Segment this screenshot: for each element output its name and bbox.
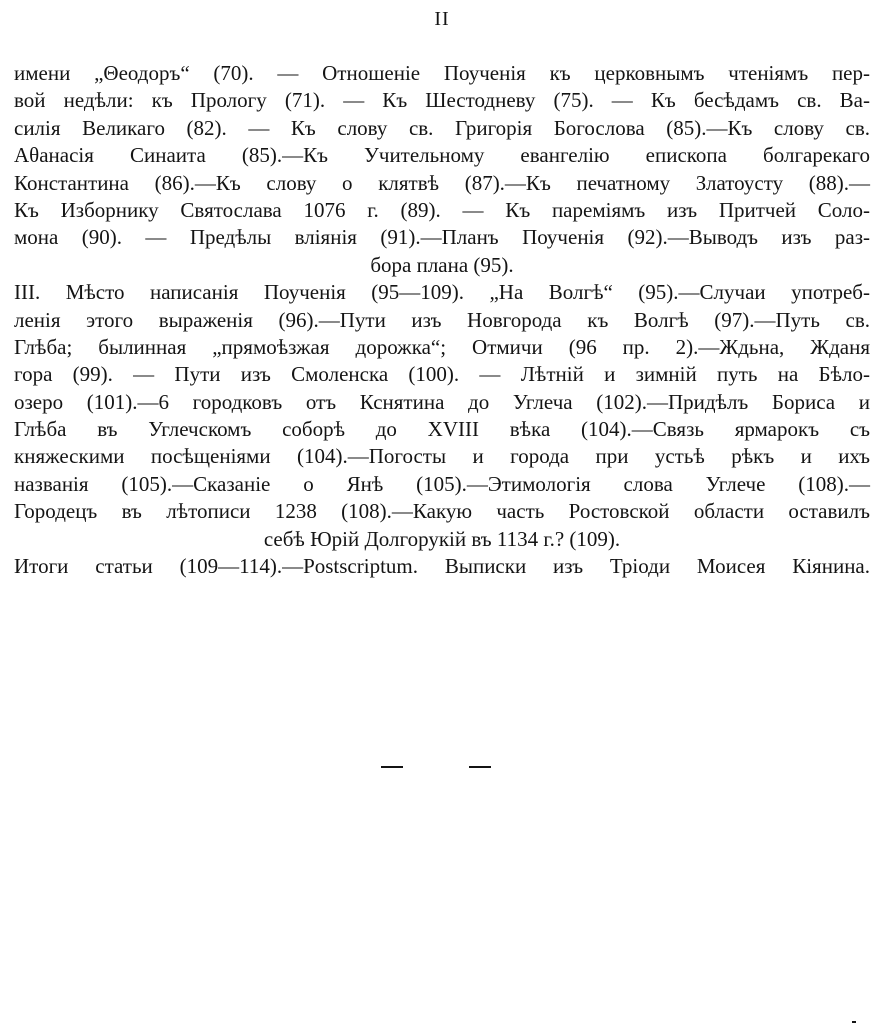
print-mark (852, 1021, 856, 1023)
text-line: ленія этого выраженія (96).—Пути изъ Новгорода къ Волгѣ (97).—Путь св. (14, 307, 870, 332)
text-line: Къ Изборнику Святослава 1076 г. (89). — Къ пареміямъ изъ Притчей Соло- (14, 197, 870, 222)
table-of-contents-text (14, 60, 870, 580)
text-line: названія (105).—Сказаніе о Янѣ (105).—Этимологія слова Углече (108).— (14, 471, 870, 496)
text-line: Глѣба въ Углечскомъ соборѣ до XVIII вѣка (104).—Связь ярмарокъ съ (14, 417, 870, 442)
text-line: Городецъ въ лѣтописи 1238 (108).—Какую часть Ростовской области оставилъ (14, 499, 870, 524)
text-line: бора плана (95). (370, 252, 514, 277)
text-line: Глѣба; былинная „прямоѣзжая дорожка“; Отмичи (96 пр. 2).—Ждьна, Жданя (14, 334, 870, 359)
separator-dash (469, 766, 491, 768)
text-line: гора (99). — Пути изъ Смоленска (100). — Лѣтній и зимній путь на Бѣло- (14, 362, 870, 387)
text-line: вой недѣли: къ Прологу (71). — Къ Шестодневу (75). — Къ бесѣдамъ св. Ва- (14, 88, 870, 113)
separator-dash (381, 766, 403, 768)
text-line: Константина (86).—Къ слову о клятвѣ (87).—Къ печатному Златоусту (88).— (14, 170, 870, 195)
text-line: себѣ Юрій Долгорукій въ 1134 г.? (109). (263, 526, 621, 551)
text-line: княжескими посѣщеніями (104).—Погосты и города при устьѣ рѣкъ и ихъ (14, 444, 870, 469)
text-line: имени „Θеодоръ“ (70). — Отношеніе Поученія къ церковнымъ чтеніямъ пер- (14, 61, 870, 85)
text-line: силія Великаго (82). — Къ слову св. Григорія Богослова (85).—Къ слову св. (14, 115, 870, 140)
summary-line: Итоги статьи (109—114).—Postscriptum. Выписки изъ Тріоди Моисея Кіянина. (14, 554, 870, 579)
text-line: Аθанасія Синаита (85).—Къ Учительному евангелію епископа болгарекаго (14, 143, 870, 168)
page-number: II (434, 8, 450, 30)
section-heading-line: III. Мѣсто написанія Поученія (95—109). „На Волгѣ“ (95).—Случаи употреб- (14, 280, 870, 305)
text-line: мона (90). — Предѣлы вліянія (91).—Планъ Поученія (92).—Выводъ изъ раз- (14, 225, 870, 250)
text-line: озеро (101).—6 городковъ отъ Кснятина до Углеча (102).—Придѣлъ Бориса и (14, 389, 870, 414)
